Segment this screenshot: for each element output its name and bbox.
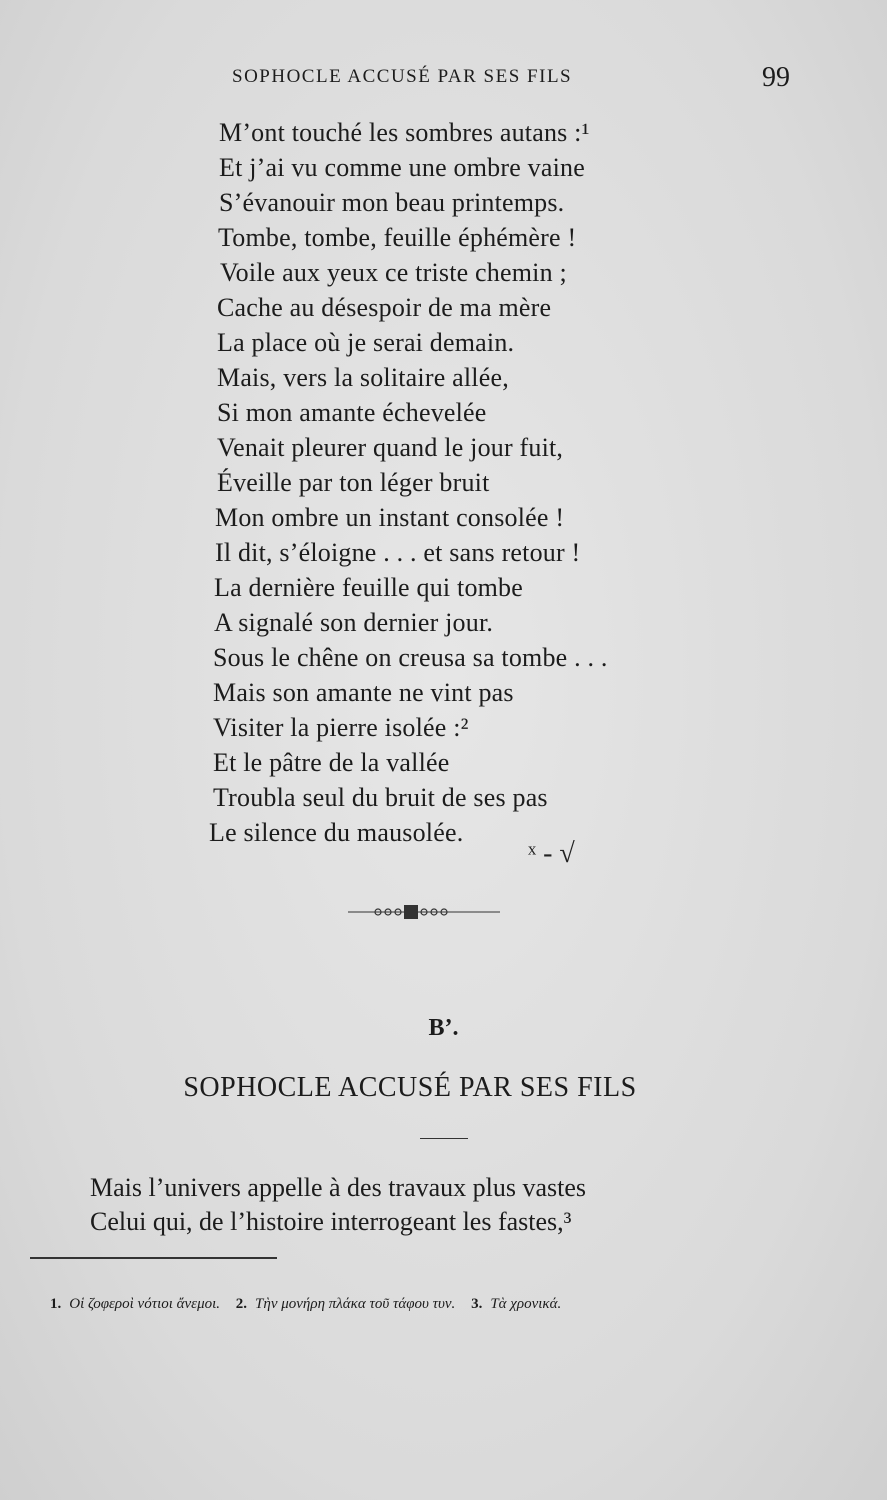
poem-line: S’évanouir mon beau printemps. bbox=[219, 188, 565, 217]
prose-line: Mais l’univers appelle à des travaux plus vastes bbox=[90, 1173, 587, 1202]
section-letter: B’. bbox=[428, 1015, 459, 1041]
poem-line: Visiter la pierre isolée :² bbox=[213, 713, 469, 742]
poem-line: Mais son amante ne vint pas bbox=[213, 678, 514, 707]
poem-line: A signalé son dernier jour. bbox=[214, 608, 494, 637]
footnote-text: Οἱ ζοφεροὶ νότιοι ἄνεμοι. bbox=[69, 1296, 221, 1312]
footnote-number: 2. bbox=[235, 1296, 248, 1312]
poem-line: M’ont touché les sombres autans :¹ bbox=[219, 118, 590, 147]
footnotes bbox=[50, 1296, 573, 1313]
footnote-text: Τὰ χρονικά. bbox=[490, 1296, 562, 1312]
handwritten-check-mark: ˣ - √ bbox=[528, 838, 575, 869]
section-title: SOPHOCLE ACCUSÉ PAR SES FILS bbox=[183, 1072, 637, 1103]
poem-line: Et le pâtre de la vallée bbox=[213, 748, 450, 777]
poem-line: Si mon amante échevelée bbox=[217, 398, 487, 427]
poem-line: Venait pleurer quand le jour fuit, bbox=[217, 433, 564, 462]
poem-line: Il dit, s’éloigne . . . et sans retour ! bbox=[215, 538, 581, 567]
poem-line: Voile aux yeux ce triste chemin ; bbox=[220, 258, 567, 287]
poem-line: Mais, vers la solitaire allée, bbox=[217, 363, 509, 392]
page-number: 99 bbox=[762, 62, 790, 93]
poem-line: Cache au désespoir de ma mère bbox=[217, 293, 552, 322]
footnote-rule bbox=[30, 1257, 277, 1259]
poem-line: Troubla seul du bruit de ses pas bbox=[213, 783, 548, 812]
ornamental-divider bbox=[348, 902, 500, 922]
poem-line: Sous le chêne on creusa sa tombe . . . bbox=[213, 643, 608, 672]
poem-line: Le silence du mausolée. bbox=[209, 818, 464, 847]
poem-line: Mon ombre un instant consolée ! bbox=[215, 503, 565, 532]
running-title: SOPHOCLE ACCUSÉ PAR SES FILS bbox=[232, 66, 573, 87]
poem-line: La dernière feuille qui tombe bbox=[214, 573, 524, 602]
short-rule bbox=[420, 1138, 468, 1139]
footnote-number: 1. bbox=[50, 1296, 62, 1312]
poem-line: Tombe, tombe, feuille éphémère ! bbox=[218, 223, 577, 252]
footnote-number: 3. bbox=[471, 1296, 483, 1312]
poem-line: Et j’ai vu comme une ombre vaine bbox=[219, 153, 585, 182]
prose-line: Celui qui, de l’histoire interrogeant les fastes,³ bbox=[90, 1207, 572, 1236]
poem-line: Éveille par ton léger bruit bbox=[217, 468, 490, 497]
footnote-text: Τὴν μονήρη πλάκα τοῦ τάφου τυν. bbox=[255, 1296, 456, 1312]
poem-line: La place où je serai demain. bbox=[217, 328, 515, 357]
